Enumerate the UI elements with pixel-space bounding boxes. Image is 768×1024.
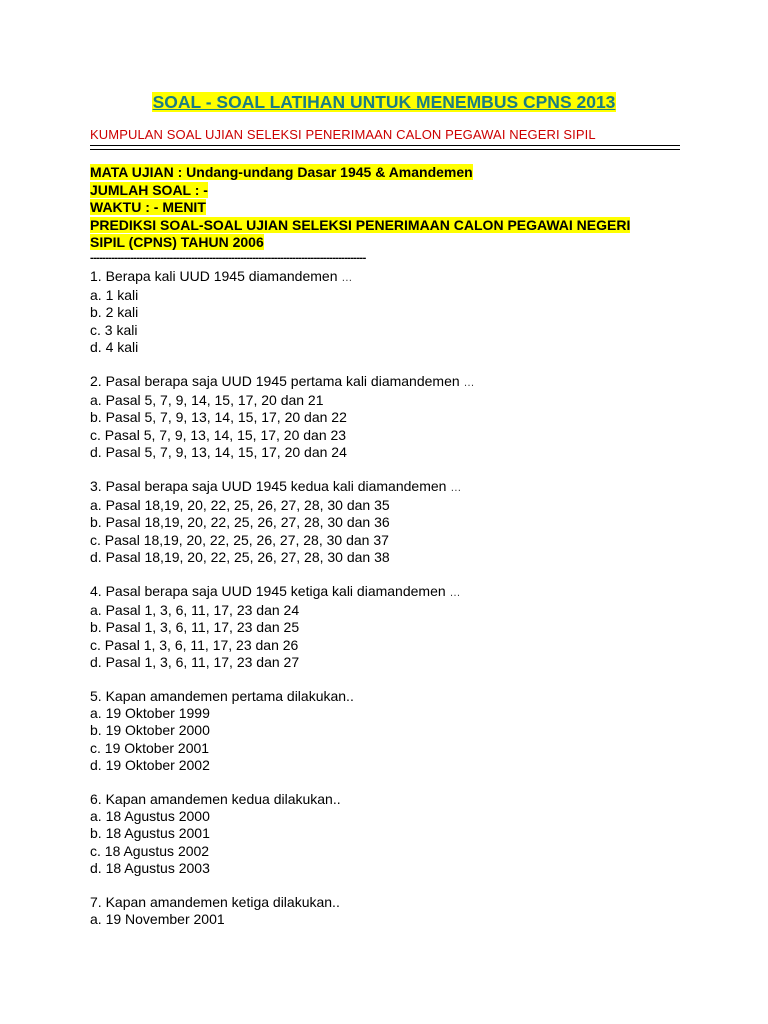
question-text: 2. Pasal berapa saja UUD 1945 pertama kali diamandemen … xyxy=(90,373,475,390)
ellipsis: … xyxy=(341,272,353,284)
question-text: 3. Pasal berapa saja UUD 1945 kedua kali diamandemen … xyxy=(90,478,462,495)
question-text: 6. Kapan amandemen kedua dilakukan.. xyxy=(90,791,341,808)
question-text: 1. Berapa kali UUD 1945 diamandemen … xyxy=(90,268,353,284)
question-item xyxy=(90,268,690,356)
answer-option: a. Pasal 18,19, 20, 22, 25, 26, 27, 28, 30 dan 35 xyxy=(90,497,390,514)
ellipsis: … xyxy=(463,377,475,390)
answer-option: d. 19 Oktober 2002 xyxy=(90,756,210,773)
answer-option: d. Pasal 5, 7, 9, 13, 14, 15, 17, 20 dan 24 xyxy=(90,443,347,460)
prediction-heading-1: PREDIKSI SOAL-SOAL UJIAN SELEKSI PENERIMAAN CALON PEGAWAI NEGERI xyxy=(90,216,631,233)
answer-option: b. Pasal 18,19, 20, 22, 25, 26, 27, 28, 30 dan 36 xyxy=(90,514,390,531)
question-item xyxy=(90,894,690,928)
title-text: SOAL - SOAL LATIHAN UNTUK MENEMBUS CPNS 2013 xyxy=(152,92,616,112)
answer-option: a. 19 Oktober 1999 xyxy=(90,705,210,722)
question-item xyxy=(90,373,690,461)
document-subtitle: KUMPULAN SOAL UJIAN SELEKSI PENERIMAAN CALON PEGAWAI NEGERI SIPIL xyxy=(90,127,596,142)
answer-option: a. Pasal 1, 3, 6, 11, 17, 23 dan 24 xyxy=(90,602,300,619)
exam-info-block xyxy=(90,164,630,252)
answer-option: d. 18 Agustus 2003 xyxy=(90,859,210,876)
question-item xyxy=(90,791,690,877)
answer-option: a. 19 November 2001 xyxy=(90,911,225,928)
answer-option: d. 4 kali xyxy=(90,338,139,355)
question-list xyxy=(90,268,690,946)
question-item xyxy=(90,688,690,774)
prediction-heading-2: SIPIL (CPNS) TAHUN 2006 xyxy=(90,234,264,250)
answer-option: c. 19 Oktober 2001 xyxy=(90,739,210,756)
answer-option: a. 18 Agustus 2000 xyxy=(90,808,210,825)
question-item xyxy=(90,583,690,671)
answer-option: b. 2 kali xyxy=(90,304,139,321)
question-text: 5. Kapan amandemen pertama dilakukan.. xyxy=(90,688,354,705)
answer-option: b. Pasal 5, 7, 9, 13, 14, 15, 17, 20 dan 22 xyxy=(90,409,347,426)
answer-option: d. Pasal 1, 3, 6, 11, 17, 23 dan 27 xyxy=(90,653,300,670)
question-text: 4. Pasal berapa saja UUD 1945 ketiga kali diamandemen … xyxy=(90,583,461,600)
answer-option: a. Pasal 5, 7, 9, 14, 15, 17, 20 dan 21 xyxy=(90,392,324,409)
ellipsis: … xyxy=(449,587,461,600)
answer-option: b. 18 Agustus 2001 xyxy=(90,825,210,842)
exam-time: WAKTU : - MENIT xyxy=(90,199,206,215)
answer-option: c. Pasal 5, 7, 9, 13, 14, 15, 17, 20 dan 23 xyxy=(90,426,347,443)
answer-option: d. Pasal 18,19, 20, 22, 25, 26, 27, 28, 30 dan 38 xyxy=(90,548,390,565)
answer-option: b. Pasal 1, 3, 6, 11, 17, 23 dan 25 xyxy=(90,619,300,636)
ellipsis: … xyxy=(450,482,462,495)
document-title xyxy=(0,92,768,113)
exam-subject: MATA UJIAN : Undang-undang Dasar 1945 & Amandemen xyxy=(90,164,473,180)
answer-option: a. 1 kali xyxy=(90,287,139,304)
double-rule-divider xyxy=(90,145,680,150)
answer-option: c. 3 kali xyxy=(90,321,138,338)
question-count: JUMLAH SOAL : - xyxy=(90,181,208,198)
answer-option: c. 18 Agustus 2002 xyxy=(90,842,210,859)
dashed-separator: ------------------------------------------------------------------------------------------ xyxy=(90,252,366,264)
question-item xyxy=(90,478,690,566)
answer-option: c. Pasal 18,19, 20, 22, 25, 26, 27, 28, 30 dan 37 xyxy=(90,531,389,548)
answer-option: b. 19 Oktober 2000 xyxy=(90,722,210,739)
question-text: 7. Kapan amandemen ketiga dilakukan.. xyxy=(90,894,340,911)
answer-option: c. Pasal 1, 3, 6, 11, 17, 23 dan 26 xyxy=(90,636,299,653)
